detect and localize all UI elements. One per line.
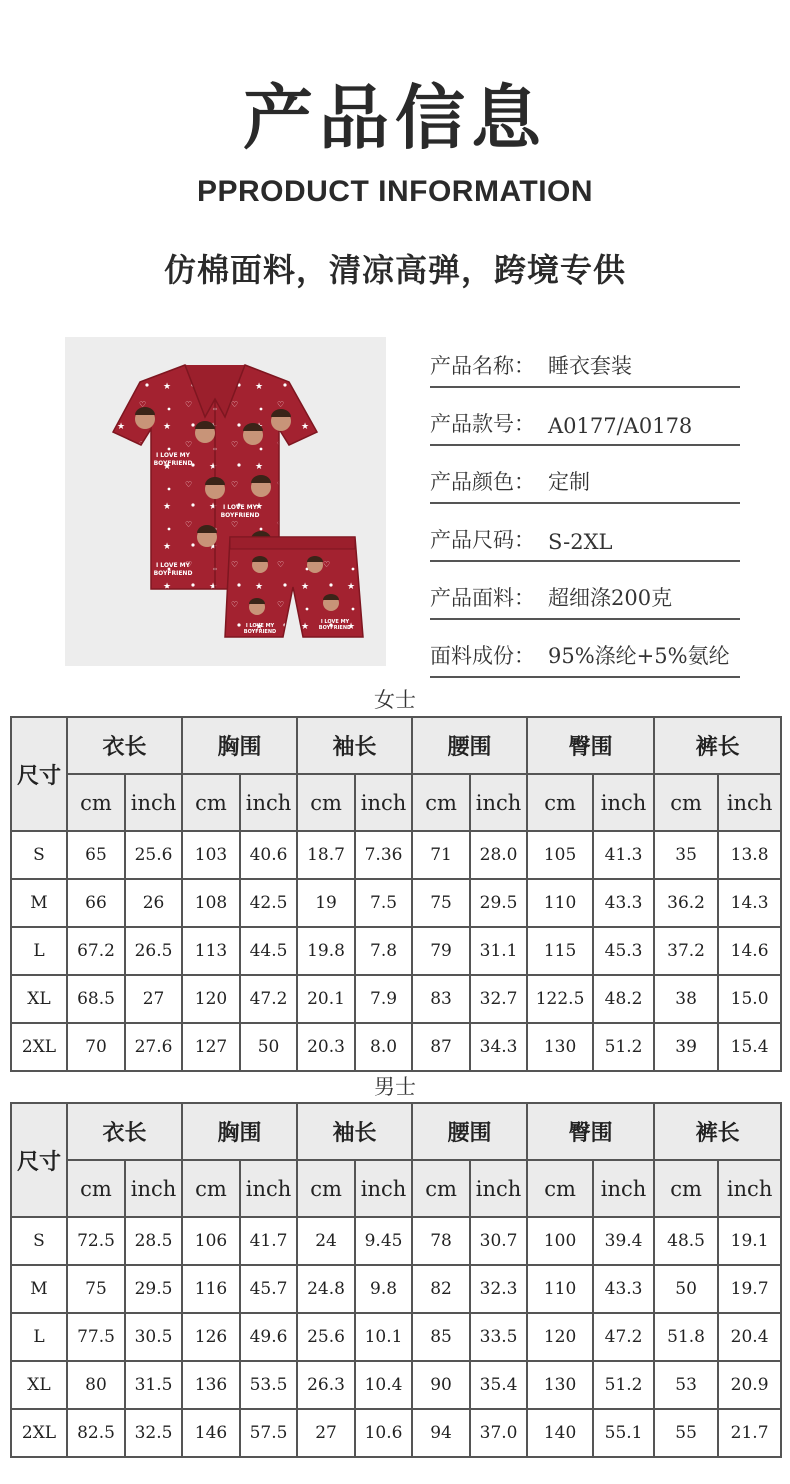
value-cell: 19.1 [718, 1217, 781, 1265]
value-cell: 21.7 [718, 1409, 781, 1457]
size-cell: S [11, 1217, 67, 1265]
value-cell: 35.4 [470, 1361, 527, 1409]
value-cell: 79 [412, 927, 470, 975]
size-cell: L [11, 1313, 67, 1361]
value-cell: 48.2 [593, 975, 654, 1023]
value-cell: 27 [125, 975, 182, 1023]
table-row [11, 1409, 781, 1457]
value-cell: 9.8 [355, 1265, 412, 1313]
value-cell: 120 [527, 1313, 593, 1361]
table-row [11, 1265, 781, 1313]
value-cell: 136 [182, 1361, 240, 1409]
unit-header: cm [654, 1160, 718, 1217]
value-cell: 19.8 [297, 927, 355, 975]
measure-header: 臀围 [527, 1103, 654, 1160]
table-row [11, 831, 781, 879]
value-cell: 85 [412, 1313, 470, 1361]
value-cell: 20.9 [718, 1361, 781, 1409]
measure-header: 衣长 [67, 717, 182, 774]
unit-header: cm [182, 1160, 240, 1217]
info-value: S-2XL [548, 530, 613, 554]
value-cell: 8.0 [355, 1023, 412, 1071]
svg-text:I LOVE MY: I LOVE MY [245, 623, 275, 629]
value-cell: 55.1 [593, 1409, 654, 1457]
size-cell: 2XL [11, 1409, 67, 1457]
men-size-table [10, 1102, 782, 1458]
table-row [11, 975, 781, 1023]
value-cell: 37.2 [654, 927, 718, 975]
value-cell: 41.3 [593, 831, 654, 879]
value-cell: 50 [240, 1023, 297, 1071]
unit-header: cm [182, 774, 240, 831]
value-cell: 15.4 [718, 1023, 781, 1071]
value-cell: 82.5 [67, 1409, 125, 1457]
size-cell: XL [11, 975, 67, 1023]
unit-header: inch [355, 774, 412, 831]
info-row-style-number [430, 388, 740, 446]
size-cell: M [11, 1265, 67, 1313]
measure-header: 衣长 [67, 1103, 182, 1160]
size-cell: L [11, 927, 67, 975]
page-title: 产品信息 [243, 77, 547, 159]
measure-header: 裤长 [654, 1103, 781, 1160]
value-cell: 110 [527, 879, 593, 927]
value-cell: 80 [67, 1361, 125, 1409]
info-label: 产品名称： [430, 354, 535, 378]
value-cell: 39.4 [593, 1217, 654, 1265]
info-value: 定制 [548, 470, 590, 494]
unit-header: cm [654, 774, 718, 831]
size-cell: XL [11, 1361, 67, 1409]
value-cell: 116 [182, 1265, 240, 1313]
svg-text:BOYFRIEND: BOYFRIEND [153, 460, 193, 467]
value-cell: 49.6 [240, 1313, 297, 1361]
value-cell: 19 [297, 879, 355, 927]
info-row-composition [430, 620, 740, 678]
value-cell: 115 [527, 927, 593, 975]
value-cell: 120 [182, 975, 240, 1023]
unit-header: inch [125, 774, 182, 831]
value-cell: 51.2 [593, 1361, 654, 1409]
value-cell: 39 [654, 1023, 718, 1071]
value-cell: 108 [182, 879, 240, 927]
value-cell: 83 [412, 975, 470, 1023]
unit-header: cm [297, 774, 355, 831]
value-cell: 71 [412, 831, 470, 879]
unit-header: inch [593, 774, 654, 831]
unit-header: inch [125, 1160, 182, 1217]
value-cell: 26.3 [297, 1361, 355, 1409]
value-cell: 75 [412, 879, 470, 927]
product-info-list [430, 330, 740, 678]
value-cell: 72.5 [67, 1217, 125, 1265]
value-cell: 47.2 [593, 1313, 654, 1361]
value-cell: 122.5 [527, 975, 593, 1023]
unit-header: inch [718, 774, 781, 831]
value-cell: 37.0 [470, 1409, 527, 1457]
size-header: 尺寸 [11, 717, 67, 831]
value-cell: 48.5 [654, 1217, 718, 1265]
value-cell: 75 [67, 1265, 125, 1313]
table-unit-row [11, 1160, 781, 1217]
value-cell: 28.5 [125, 1217, 182, 1265]
value-cell: 38 [654, 975, 718, 1023]
women-table-label: 女士 [374, 688, 416, 712]
value-cell: 29.5 [125, 1265, 182, 1313]
value-cell: 27.6 [125, 1023, 182, 1071]
value-cell: 30.7 [470, 1217, 527, 1265]
measure-header: 腰围 [412, 717, 527, 774]
unit-header: inch [240, 774, 297, 831]
svg-text:BOYFRIEND: BOYFRIEND [220, 512, 260, 519]
unit-header: inch [470, 774, 527, 831]
value-cell: 113 [182, 927, 240, 975]
size-cell: M [11, 879, 67, 927]
value-cell: 32.7 [470, 975, 527, 1023]
value-cell: 50 [654, 1265, 718, 1313]
value-cell: 10.6 [355, 1409, 412, 1457]
svg-text:BOYFRIEND: BOYFRIEND [318, 625, 352, 631]
value-cell: 43.3 [593, 1265, 654, 1313]
value-cell: 19.7 [718, 1265, 781, 1313]
value-cell: 18.7 [297, 831, 355, 879]
value-cell: 94 [412, 1409, 470, 1457]
svg-text:BOYFRIEND: BOYFRIEND [243, 629, 277, 635]
measure-header: 袖长 [297, 1103, 412, 1160]
value-cell: 7.5 [355, 879, 412, 927]
tagline: 仿棉面料，清凉高弹，跨境专供 [163, 251, 626, 289]
value-cell: 130 [527, 1023, 593, 1071]
unit-header: inch [593, 1160, 654, 1217]
value-cell: 70 [67, 1023, 125, 1071]
value-cell: 100 [527, 1217, 593, 1265]
value-cell: 57.5 [240, 1409, 297, 1457]
value-cell: 20.3 [297, 1023, 355, 1071]
table-row [11, 927, 781, 975]
value-cell: 29.5 [470, 879, 527, 927]
size-cell: 2XL [11, 1023, 67, 1071]
value-cell: 27 [297, 1409, 355, 1457]
value-cell: 40.6 [240, 831, 297, 879]
table-row [11, 1313, 781, 1361]
value-cell: 140 [527, 1409, 593, 1457]
table-header-row [11, 1103, 781, 1160]
unit-header: cm [67, 774, 125, 831]
value-cell: 24 [297, 1217, 355, 1265]
value-cell: 14.6 [718, 927, 781, 975]
unit-header: cm [527, 1160, 593, 1217]
value-cell: 7.36 [355, 831, 412, 879]
table-row [11, 1361, 781, 1409]
value-cell: 41.7 [240, 1217, 297, 1265]
value-cell: 105 [527, 831, 593, 879]
value-cell: 44.5 [240, 927, 297, 975]
value-cell: 90 [412, 1361, 470, 1409]
value-cell: 32.5 [125, 1409, 182, 1457]
value-cell: 25.6 [125, 831, 182, 879]
value-cell: 87 [412, 1023, 470, 1071]
value-cell: 13.8 [718, 831, 781, 879]
value-cell: 31.5 [125, 1361, 182, 1409]
info-row-size [430, 504, 740, 562]
value-cell: 130 [527, 1361, 593, 1409]
value-cell: 126 [182, 1313, 240, 1361]
info-row-color [430, 446, 740, 504]
unit-header: cm [297, 1160, 355, 1217]
info-label: 产品颜色： [430, 470, 535, 494]
value-cell: 10.1 [355, 1313, 412, 1361]
value-cell: 25.6 [297, 1313, 355, 1361]
value-cell: 14.3 [718, 879, 781, 927]
value-cell: 53 [654, 1361, 718, 1409]
page-subtitle: PPRODUCT INFORMATION [196, 175, 594, 208]
value-cell: 7.9 [355, 975, 412, 1023]
table-unit-row [11, 774, 781, 831]
table-row [11, 1023, 781, 1071]
info-value: 95%涤纶+5%氨纶 [548, 644, 730, 668]
value-cell: 110 [527, 1265, 593, 1313]
measure-header: 袖长 [297, 717, 412, 774]
unit-header: cm [412, 1160, 470, 1217]
unit-header: inch [718, 1160, 781, 1217]
svg-text:I LOVE MY: I LOVE MY [222, 504, 258, 511]
value-cell: 103 [182, 831, 240, 879]
measure-header: 胸围 [182, 1103, 297, 1160]
value-cell: 47.2 [240, 975, 297, 1023]
value-cell: 45.7 [240, 1265, 297, 1313]
value-cell: 78 [412, 1217, 470, 1265]
value-cell: 127 [182, 1023, 240, 1071]
info-value: A0177/A0178 [548, 414, 693, 438]
info-value: 超细涤200克 [548, 586, 673, 610]
info-label: 产品面料： [430, 586, 535, 610]
measure-header: 臀围 [527, 717, 654, 774]
measure-header: 腰围 [412, 1103, 527, 1160]
value-cell: 36.2 [654, 879, 718, 927]
svg-text:I LOVE MY: I LOVE MY [155, 562, 191, 569]
value-cell: 35 [654, 831, 718, 879]
info-value: 睡衣套装 [548, 354, 632, 378]
value-cell: 67.2 [67, 927, 125, 975]
value-cell: 10.4 [355, 1361, 412, 1409]
value-cell: 31.1 [470, 927, 527, 975]
svg-text:I LOVE MY: I LOVE MY [320, 619, 350, 625]
value-cell: 33.5 [470, 1313, 527, 1361]
value-cell: 20.1 [297, 975, 355, 1023]
value-cell: 34.3 [470, 1023, 527, 1071]
size-cell: S [11, 831, 67, 879]
unit-header: cm [527, 774, 593, 831]
value-cell: 43.3 [593, 879, 654, 927]
value-cell: 77.5 [67, 1313, 125, 1361]
value-cell: 51.2 [593, 1023, 654, 1071]
men-table-label: 男士 [374, 1075, 416, 1099]
info-label: 产品尺码： [430, 528, 535, 552]
info-label: 面料成份： [430, 644, 535, 668]
value-cell: 146 [182, 1409, 240, 1457]
svg-text:I LOVE MY: I LOVE MY [155, 452, 191, 459]
value-cell: 26.5 [125, 927, 182, 975]
value-cell: 65 [67, 831, 125, 879]
pajama-set-image [65, 337, 386, 666]
unit-header: inch [240, 1160, 297, 1217]
value-cell: 24.8 [297, 1265, 355, 1313]
unit-header: inch [355, 1160, 412, 1217]
value-cell: 45.3 [593, 927, 654, 975]
table-row [11, 1217, 781, 1265]
svg-text:BOYFRIEND: BOYFRIEND [153, 570, 193, 577]
measure-header: 胸围 [182, 717, 297, 774]
table-header-row [11, 717, 781, 774]
info-row-name [430, 330, 740, 388]
unit-header: inch [470, 1160, 527, 1217]
value-cell: 28.0 [470, 831, 527, 879]
value-cell: 68.5 [67, 975, 125, 1023]
value-cell: 30.5 [125, 1313, 182, 1361]
value-cell: 20.4 [718, 1313, 781, 1361]
value-cell: 51.8 [654, 1313, 718, 1361]
value-cell: 15.0 [718, 975, 781, 1023]
value-cell: 66 [67, 879, 125, 927]
table-row [11, 879, 781, 927]
value-cell: 42.5 [240, 879, 297, 927]
info-label: 产品款号： [430, 412, 535, 436]
pajama-set-icon [65, 337, 386, 666]
value-cell: 9.45 [355, 1217, 412, 1265]
value-cell: 7.8 [355, 927, 412, 975]
unit-header: cm [67, 1160, 125, 1217]
info-row-fabric [430, 562, 740, 620]
value-cell: 82 [412, 1265, 470, 1313]
value-cell: 32.3 [470, 1265, 527, 1313]
value-cell: 26 [125, 879, 182, 927]
women-size-table [10, 716, 782, 1072]
value-cell: 55 [654, 1409, 718, 1457]
value-cell: 106 [182, 1217, 240, 1265]
measure-header: 裤长 [654, 717, 781, 774]
size-header: 尺寸 [11, 1103, 67, 1217]
unit-header: cm [412, 774, 470, 831]
value-cell: 53.5 [240, 1361, 297, 1409]
